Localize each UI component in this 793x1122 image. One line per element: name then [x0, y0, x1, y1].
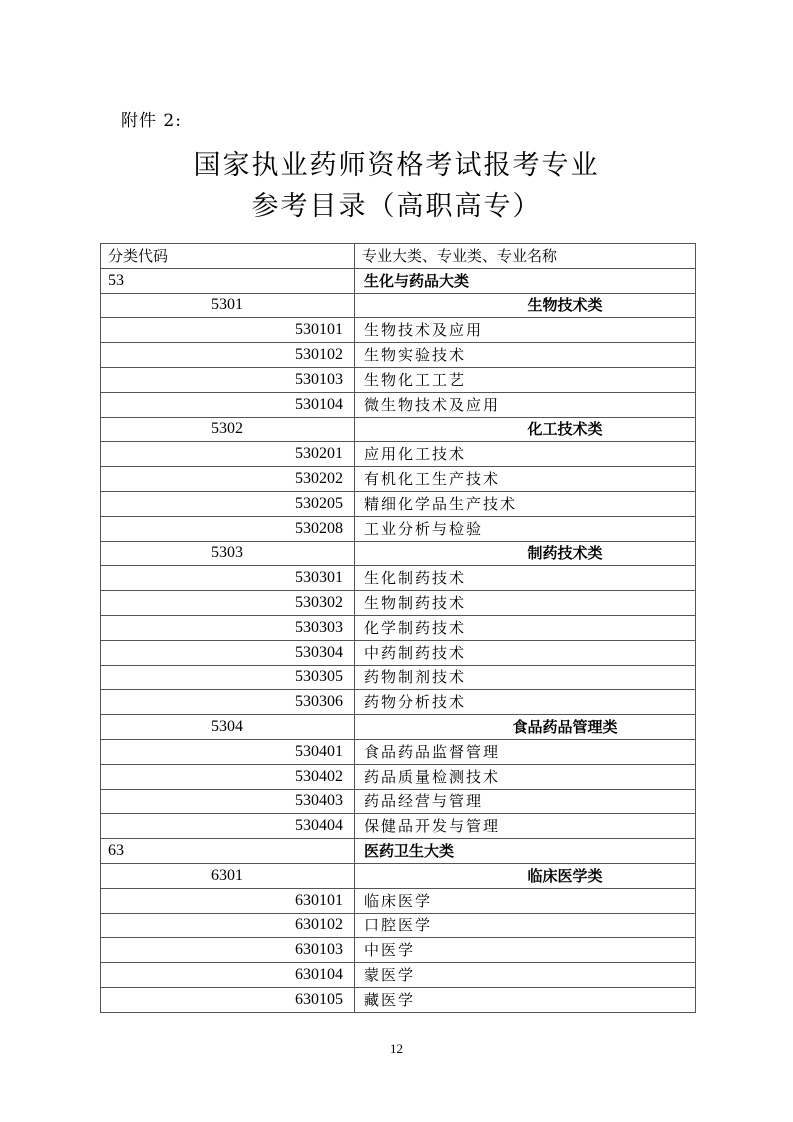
table-row [101, 591, 696, 616]
row-code: 5301 [101, 293, 355, 318]
table-row [101, 442, 696, 467]
row-code: 530301 [101, 566, 355, 591]
row-code: 530402 [101, 764, 355, 789]
row-name: 生物技术及应用 [355, 318, 696, 343]
row-code: 530103 [101, 367, 355, 392]
row-code: 530201 [101, 442, 355, 467]
row-code: 630102 [101, 913, 355, 938]
row-code: 530202 [101, 467, 355, 492]
row-code: 53 [101, 268, 355, 293]
table-body [101, 268, 696, 1012]
row-code: 530101 [101, 318, 355, 343]
page-number: 12 [390, 1041, 403, 1056]
table-row [101, 938, 696, 963]
row-code: 530305 [101, 665, 355, 690]
row-code: 6301 [101, 863, 355, 888]
table-row [101, 516, 696, 541]
row-name: 食品药品监督管理 [355, 739, 696, 764]
table-row [101, 566, 696, 591]
row-name: 中医学 [355, 938, 696, 963]
row-name: 制药技术类 [355, 541, 696, 566]
row-name: 中药制药技术 [355, 640, 696, 665]
row-name: 临床医学 [355, 888, 696, 913]
row-name: 藏医学 [355, 987, 696, 1012]
row-name: 生物实验技术 [355, 343, 696, 368]
row-name: 应用化工技术 [355, 442, 696, 467]
row-code: 530102 [101, 343, 355, 368]
row-code: 5303 [101, 541, 355, 566]
row-code: 530208 [101, 516, 355, 541]
row-code: 5304 [101, 715, 355, 740]
table-row [101, 739, 696, 764]
row-name: 有机化工生产技术 [355, 467, 696, 492]
table-row [101, 665, 696, 690]
row-name: 生物制药技术 [355, 591, 696, 616]
table-row [101, 839, 696, 864]
table-row [101, 541, 696, 566]
table-row [101, 690, 696, 715]
table-row [101, 963, 696, 988]
row-name: 生化制药技术 [355, 566, 696, 591]
table-row [101, 293, 696, 318]
row-name: 工业分析与检验 [355, 516, 696, 541]
row-name: 微生物技术及应用 [355, 392, 696, 417]
row-name: 精细化学品生产技术 [355, 491, 696, 516]
major-catalog-table [100, 243, 696, 1013]
table-row [101, 987, 696, 1012]
row-name: 药物分析技术 [355, 690, 696, 715]
row-code: 530306 [101, 690, 355, 715]
row-name: 生物化工工艺 [355, 367, 696, 392]
row-code: 530304 [101, 640, 355, 665]
row-code: 530205 [101, 491, 355, 516]
table-row [101, 467, 696, 492]
table-row [101, 764, 696, 789]
row-code: 530401 [101, 739, 355, 764]
row-name: 药物制剂技术 [355, 665, 696, 690]
row-name: 保健品开发与管理 [355, 814, 696, 839]
page-title-line-2: 参考目录（高职高专） [251, 191, 542, 222]
row-code: 630105 [101, 987, 355, 1012]
row-code: 530303 [101, 615, 355, 640]
row-code: 530302 [101, 591, 355, 616]
row-name: 药品质量检测技术 [355, 764, 696, 789]
row-code: 630101 [101, 888, 355, 913]
row-name: 药品经营与管理 [355, 789, 696, 814]
row-code: 630104 [101, 963, 355, 988]
row-name: 生化与药品大类 [355, 268, 696, 293]
table-row [101, 343, 696, 368]
column-header-code: 分类代码 [101, 244, 355, 269]
table-row [101, 888, 696, 913]
row-name: 食品药品管理类 [355, 715, 696, 740]
row-code: 5302 [101, 417, 355, 442]
table-row [101, 913, 696, 938]
table-row [101, 367, 696, 392]
row-code: 630103 [101, 938, 355, 963]
table-row [101, 863, 696, 888]
row-code: 63 [101, 839, 355, 864]
table-row [101, 318, 696, 343]
row-name: 蒙医学 [355, 963, 696, 988]
table-row [101, 814, 696, 839]
row-name: 化工技术类 [355, 417, 696, 442]
row-code: 530104 [101, 392, 355, 417]
table-row [101, 268, 696, 293]
row-name: 临床医学类 [355, 863, 696, 888]
table-row [101, 615, 696, 640]
row-name: 生物技术类 [355, 293, 696, 318]
row-name: 化学制药技术 [355, 615, 696, 640]
attachment-label: 附件 2: [121, 111, 182, 131]
column-header-name: 专业大类、专业类、专业名称 [355, 244, 696, 269]
table-row [101, 417, 696, 442]
table-row [101, 491, 696, 516]
table-row [101, 715, 696, 740]
table-row [101, 640, 696, 665]
table-row [101, 392, 696, 417]
table-header-row [101, 244, 696, 269]
row-code: 530403 [101, 789, 355, 814]
table-row [101, 789, 696, 814]
row-code: 530404 [101, 814, 355, 839]
row-name: 医药卫生大类 [355, 839, 696, 864]
row-name: 口腔医学 [355, 913, 696, 938]
page-title-line-1: 国家执业药师资格考试报考专业 [193, 150, 600, 181]
